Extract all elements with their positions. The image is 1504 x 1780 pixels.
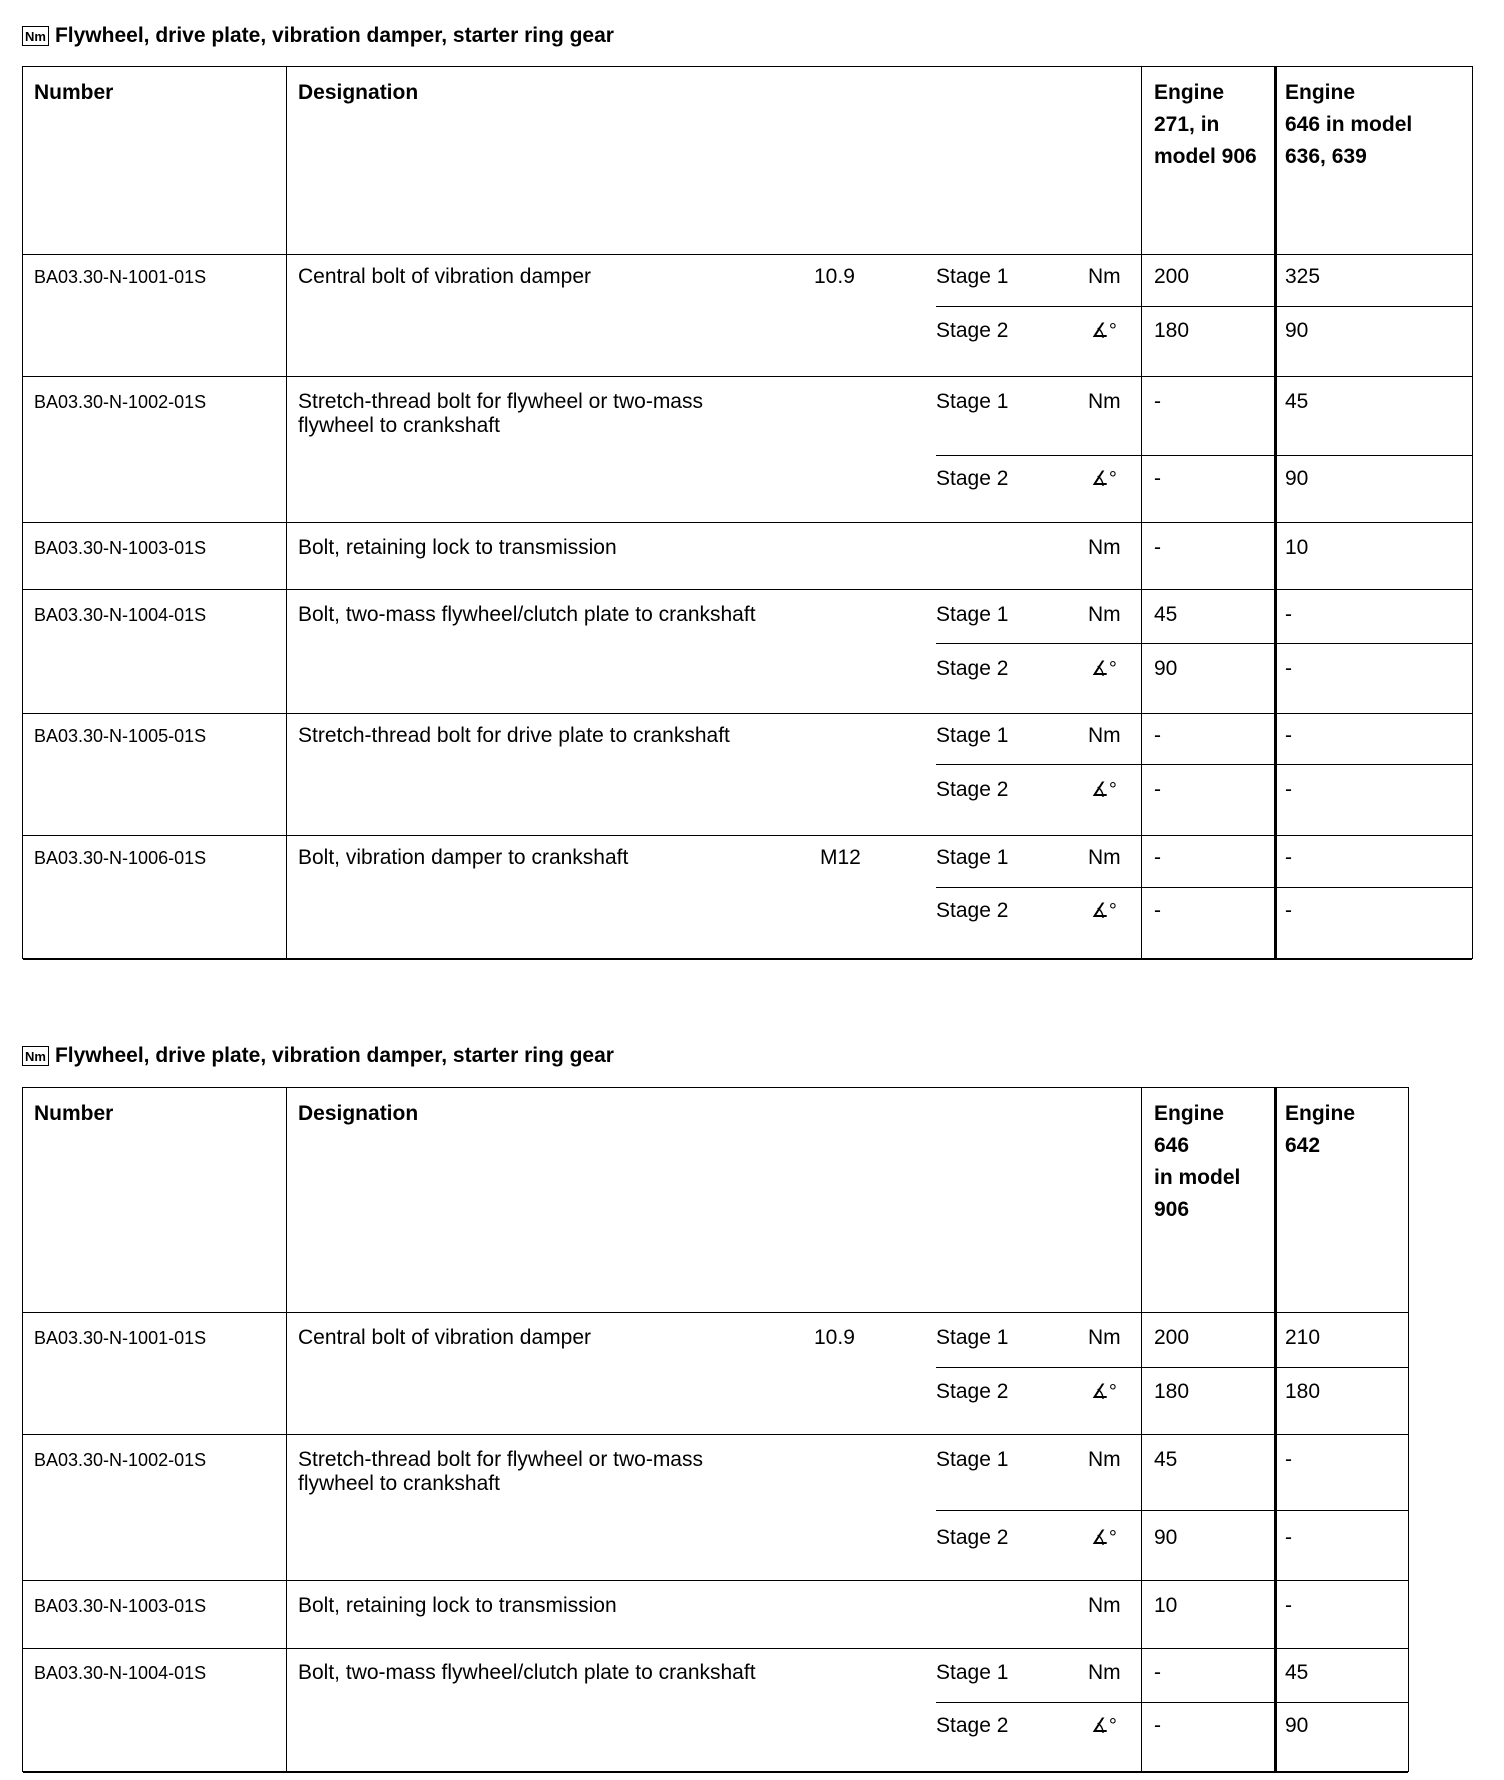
stage-separator (936, 455, 1472, 456)
value-engine-b: - (1285, 603, 1292, 626)
angle-unit-icon: ∡° (1091, 658, 1117, 680)
designation: Central bolt of vibration damper (298, 265, 591, 288)
stage-label: Stage 1 (936, 603, 1009, 626)
stage-label: Stage 2 (936, 1714, 1009, 1737)
stage-separator (936, 1510, 1408, 1511)
table-row (23, 523, 1472, 590)
table-row (23, 590, 1472, 714)
value-engine-a: - (1154, 536, 1161, 559)
designation: Central bolt of vibration damper (298, 1326, 591, 1349)
table-row (23, 714, 1472, 836)
bolt-spec: 10.9 (814, 265, 855, 288)
unit-nm: Nm (1088, 1661, 1121, 1684)
column-divider (1141, 1088, 1142, 1771)
angle-unit-icon: ∡° (1091, 468, 1117, 490)
value-engine-a: 45 (1154, 603, 1178, 626)
stage-label: Stage 1 (936, 1326, 1009, 1349)
value-engine-a: 45 (1154, 1448, 1178, 1471)
stage-separator (936, 887, 1472, 888)
designation: Stretch-thread bolt for drive plate to crankshaft (298, 724, 730, 747)
part-number: BA03.30-N-1004-01S (34, 1663, 207, 1683)
value-engine-b: - (1285, 778, 1292, 801)
value-engine-b: 325 (1285, 265, 1321, 288)
stage-label: Stage 2 (936, 1380, 1009, 1403)
value-engine-a: 10 (1154, 1594, 1178, 1617)
column-divider (1274, 67, 1277, 958)
section-title-text: Flywheel, drive plate, vibration damper, starter ring gear (54, 24, 614, 47)
torque-table-2 (22, 1087, 1409, 1772)
header-number: Number (34, 81, 114, 104)
stage-separator (936, 1367, 1408, 1368)
value-engine-a: 180 (1154, 1380, 1190, 1403)
column-divider (286, 67, 287, 958)
section-title-1 (22, 22, 614, 50)
part-number: BA03.30-N-1003-01S (34, 1596, 207, 1616)
column-divider (286, 1088, 287, 1771)
value-engine-b: - (1285, 899, 1292, 922)
header-engine-b: Engine 642 (1285, 1102, 1356, 1157)
table-row (23, 255, 1472, 377)
angle-unit-icon: ∡° (1091, 1715, 1117, 1737)
stage-separator (936, 643, 1472, 644)
value-engine-a: 90 (1154, 657, 1178, 680)
unit-nm: Nm (1088, 603, 1121, 626)
unit-nm: Nm (1088, 846, 1121, 869)
value-engine-b: 210 (1285, 1326, 1321, 1349)
unit-nm: Nm (1088, 724, 1121, 747)
table-header (23, 1088, 1408, 1313)
value-engine-b: 90 (1285, 319, 1309, 342)
designation: Stretch-thread bolt for flywheel or two-mass flywheel to crankshaft (298, 390, 703, 437)
value-engine-a: - (1154, 1714, 1161, 1737)
value-engine-a: - (1154, 1661, 1161, 1684)
stage-label: Stage 1 (936, 846, 1009, 869)
angle-unit-icon: ∡° (1091, 779, 1117, 801)
stage-separator (936, 306, 1472, 307)
table-header (23, 67, 1472, 255)
value-engine-b: 45 (1285, 1661, 1309, 1684)
value-engine-a: - (1154, 899, 1161, 922)
value-engine-a: - (1154, 724, 1161, 747)
stage-label: Stage 2 (936, 899, 1009, 922)
value-engine-a: 90 (1154, 1526, 1178, 1549)
angle-unit-icon: ∡° (1091, 1527, 1117, 1549)
table-row (23, 836, 1472, 960)
value-engine-b: 45 (1285, 390, 1309, 413)
stage-label: Stage 1 (936, 1448, 1009, 1471)
value-engine-b: - (1285, 657, 1292, 680)
unit-nm: Nm (1088, 1594, 1121, 1617)
nm-torque-icon: Nm (22, 26, 49, 46)
part-number: BA03.30-N-1003-01S (34, 538, 207, 558)
stage-label: Stage 1 (936, 1661, 1009, 1684)
table-row (23, 1581, 1408, 1649)
value-engine-b: - (1285, 1526, 1292, 1549)
stage-separator (936, 1702, 1408, 1703)
designation: Bolt, vibration damper to crankshaft (298, 846, 629, 869)
table-row (23, 1435, 1408, 1581)
value-engine-a: - (1154, 846, 1161, 869)
unit-nm: Nm (1088, 1448, 1121, 1471)
header-designation: Designation (298, 1102, 419, 1125)
unit-nm: Nm (1088, 536, 1121, 559)
header-engine-a: Engine 271, in model 906 (1154, 81, 1257, 168)
designation: Stretch-thread bolt for flywheel or two-mass flywheel to crankshaft (298, 1448, 703, 1495)
part-number: BA03.30-N-1002-01S (34, 1450, 207, 1470)
part-number: BA03.30-N-1001-01S (34, 267, 207, 287)
nm-torque-icon: Nm (22, 1046, 49, 1066)
value-engine-a: - (1154, 778, 1161, 801)
header-engine-a: Engine 646 in model 906 (1154, 1102, 1241, 1221)
value-engine-b: 90 (1285, 1714, 1309, 1737)
value-engine-b: - (1285, 1594, 1292, 1617)
stage-label: Stage 1 (936, 265, 1009, 288)
stage-label: Stage 2 (936, 467, 1009, 490)
part-number: BA03.30-N-1002-01S (34, 392, 207, 412)
unit-nm: Nm (1088, 265, 1121, 288)
value-engine-a: 200 (1154, 265, 1190, 288)
stage-label: Stage 1 (936, 390, 1009, 413)
torque-table-1 (22, 66, 1473, 959)
value-engine-b: - (1285, 724, 1292, 747)
value-engine-b: - (1285, 846, 1292, 869)
value-engine-b: 180 (1285, 1380, 1321, 1403)
value-engine-b: 90 (1285, 467, 1309, 490)
stage-label: Stage 2 (936, 319, 1009, 342)
stage-separator (936, 764, 1472, 765)
header-engine-b: Engine 646 in model 636, 639 (1285, 81, 1413, 168)
value-engine-a: - (1154, 390, 1161, 413)
designation: Bolt, retaining lock to transmission (298, 1594, 617, 1617)
designation: Bolt, retaining lock to transmission (298, 536, 617, 559)
angle-unit-icon: ∡° (1091, 320, 1117, 342)
table-row (23, 377, 1472, 523)
column-divider (1141, 67, 1142, 958)
header-number: Number (34, 1102, 114, 1125)
stage-label: Stage 1 (936, 724, 1009, 747)
section-title-text: Flywheel, drive plate, vibration damper, starter ring gear (54, 1044, 614, 1067)
section-title-2 (22, 1042, 614, 1070)
value-engine-a: 200 (1154, 1326, 1190, 1349)
part-number: BA03.30-N-1001-01S (34, 1328, 207, 1348)
value-engine-b: - (1285, 1448, 1292, 1471)
value-engine-a: 180 (1154, 319, 1190, 342)
stage-label: Stage 2 (936, 1526, 1009, 1549)
bolt-spec: 10.9 (814, 1326, 855, 1349)
header-designation: Designation (298, 81, 419, 104)
column-divider (1274, 1088, 1277, 1771)
table-row (23, 1649, 1408, 1773)
angle-unit-icon: ∡° (1091, 1381, 1117, 1403)
value-engine-a: - (1154, 467, 1161, 490)
bolt-spec: M12 (820, 846, 861, 869)
angle-unit-icon: ∡° (1091, 900, 1117, 922)
part-number: BA03.30-N-1006-01S (34, 848, 207, 868)
designation: Bolt, two-mass flywheel/clutch plate to crankshaft (298, 1661, 756, 1684)
part-number: BA03.30-N-1005-01S (34, 726, 207, 746)
unit-nm: Nm (1088, 1326, 1121, 1349)
value-engine-b: 10 (1285, 536, 1309, 559)
unit-nm: Nm (1088, 390, 1121, 413)
stage-label: Stage 2 (936, 657, 1009, 680)
part-number: BA03.30-N-1004-01S (34, 605, 207, 625)
designation: Bolt, two-mass flywheel/clutch plate to crankshaft (298, 603, 756, 626)
stage-label: Stage 2 (936, 778, 1009, 801)
table-row (23, 1313, 1408, 1435)
